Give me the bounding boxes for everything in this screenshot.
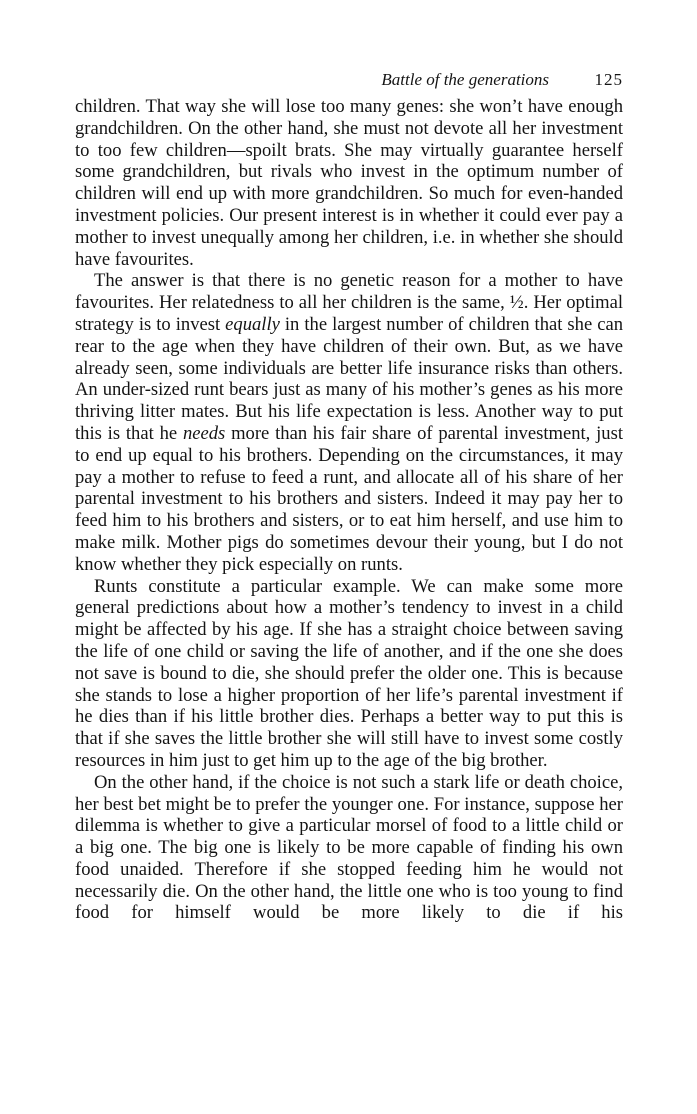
running-title: Battle of the generations	[381, 70, 549, 89]
paragraph-2-emphasis-needs: needs	[182, 422, 226, 444]
paragraph-2	[75, 270, 623, 575]
paragraph-4: On the other hand, if the choice is not such a stark life or death choice, her best bet might be to prefer the younger one. For instance, suppose her dilemma is whether to give a particular morsel of food to a little child or a big one. The big one is likely to be more capable of finding his own food unaided. Therefore if she stopped feeding him he would not necessarily die. On the other hand, the little one who is too young to find food for himself would be more likely to die if his	[75, 771, 623, 924]
paragraph-2-part-b: in the largest number of children that she can rear to the age when they have children of their own. But, as we have already seen, some individuals are better life insurance risks than others. An under-sized runt bears just as many of his mother’s genes as his more thriving litter mates. But his life expectation is less. Another way to put this is that he	[75, 313, 623, 444]
page-number: 125	[594, 70, 623, 89]
paragraph-2-emphasis-equally: equally	[225, 313, 280, 335]
running-head	[75, 66, 623, 96]
book-page	[75, 66, 623, 924]
paragraph-1: children. That way she will lose too many genes: she won’t have enough grandchildren. On the other hand, she must not devote all her investment to too few children—spoilt brats. She may virtually guarantee herself some grandchildren, but rivals who invest in the optimum number of children will end up with more grandchildren. So much for even-handed investment policies. Our present interest is in whether it could ever pay a mother to invest unequally among her children, i.e. in whether she should have favourites.	[75, 96, 623, 270]
paragraph-2-part-a: The answer is that there is no genetic reason for a mother to have favourites. Her relatedness to all her children is the same, ½. Her optimal strategy is to invest	[75, 270, 623, 335]
paragraph-2-part-c: more than his fair share of parental investment, just to end up equal to his brothers. Depending on the circumstances, it may pay a mother to refuse to feed a runt, and allocate all of his share of her parental investment to his brothers and sisters. Indeed it may pay her to feed him to his brothers and sisters, or to eat him herself, and use him to make milk. Mother pigs do sometimes devour their young, but I do not know whether they pick especially on runts.	[75, 422, 623, 575]
paragraph-3: Runts constitute a particular example. We can make some more general predictions about how a mother’s tendency to invest in a child might be affected by his age. If she has a straight choice between saving the life of one child or saving the life of another, and if the one she does not save is bound to die, she should prefer the older one. This is because she stands to lose a higher proportion of her life’s parental investment if he dies than if his little brother dies. Perhaps a better way to put this is that if she saves the little brother she will still have to invest some costly resources in him just to get him up to the age of the big brother.	[75, 575, 623, 771]
